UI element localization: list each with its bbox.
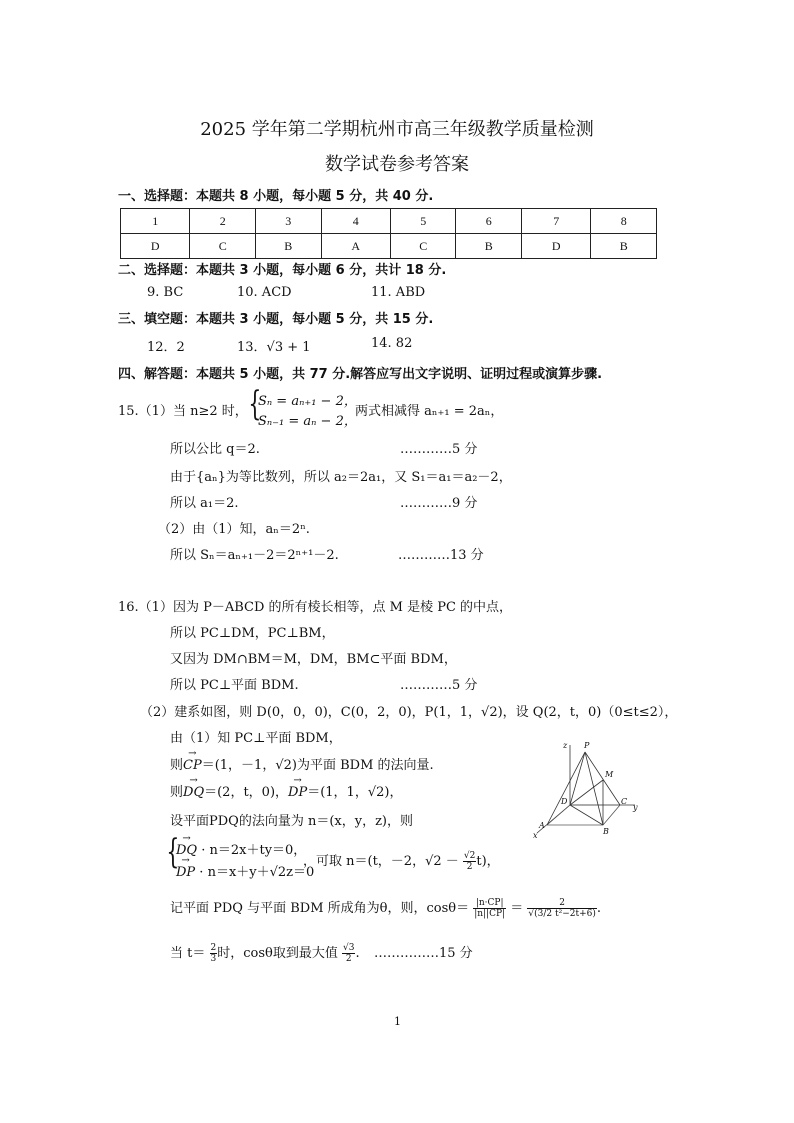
p15-system-eq-1: Sₙ = aₙ₊₁ − 2， (258, 394, 357, 409)
numerator: 2 (527, 898, 596, 909)
p15-line-3: 由于{aₙ}为等比数列，所以 a₂＝2a₁，又 S₁＝a₁＝a₂－2， (170, 470, 512, 485)
p16-line-1: 16.（1）因为 P－ABCD 的所有棱长相等，点 M 是棱 PC 的中点， (118, 600, 513, 615)
fraction (473, 898, 506, 919)
text: ＝(1，－1，√2)为平面 BDM 的法向量. (201, 758, 434, 773)
p16-line-3: 又因为 DM∩BM＝M，DM，BM⊂平面 BDM， (170, 652, 457, 667)
edge-pb (585, 752, 603, 825)
figure-label: y (633, 803, 638, 812)
table-cell: B (591, 234, 657, 259)
base-square (547, 805, 620, 825)
p15-score-13: …………13 分 (398, 548, 484, 563)
p16-line-8 (170, 781, 402, 800)
section-2-heading: 二、选择题：本题共 3 小题，每小题 6 分，共计 18 分. (118, 263, 447, 278)
denominator: 3 (210, 954, 217, 964)
table-row (121, 234, 657, 259)
text: 记平面 PDQ 与平面 BDM 所成角为θ，则，cosθ＝ (170, 901, 470, 916)
edge-pa (547, 752, 585, 825)
p16-line-7 (170, 754, 434, 773)
figure-label: A (539, 821, 545, 830)
p15-system-eq-2: Sₙ₋₁ = aₙ − 2， (258, 414, 357, 429)
table-cell: B (456, 234, 522, 259)
fraction (342, 943, 355, 964)
section-3-heading: 三、填空题：本题共 3 小题，每小题 5 分，共 15 分. (118, 312, 434, 327)
text: ，可取 n＝(t，－2，√2 － (303, 854, 459, 869)
text: 时，cosθ取到最大值 (217, 946, 338, 961)
figure-label: D (561, 797, 568, 806)
p15-line-1 (118, 400, 248, 419)
figure-label: x (533, 831, 538, 840)
vector-dq: → DQ (183, 785, 204, 800)
denominator: 2 (345, 954, 352, 964)
numerator: √2 (463, 851, 476, 861)
table-cell: 3 (255, 209, 321, 234)
table-row (121, 209, 657, 234)
table-cell: D (121, 234, 190, 259)
figure-label: M (605, 770, 614, 779)
table-cell: 4 (321, 209, 390, 234)
text: ＝(2，t，0)， (204, 785, 289, 800)
text: ＝ (510, 901, 524, 916)
fraction (463, 851, 476, 872)
answer-13 (237, 336, 311, 355)
answer-14: 14. 82 (371, 336, 413, 351)
denominator: √(3/2 t²−2t+6) (528, 909, 596, 919)
p16-line-5: （2）建系如图，则 D(0，0，0)，C(0，2，0)，P(1，1，√2)，设 Q(2，t，0)（0≤t≤2）， (140, 705, 678, 720)
denominator: 2 (466, 862, 473, 872)
p15-line-6: 所以 Sₙ＝aₙ₊₁－2＝2ⁿ⁺¹－2. (170, 548, 339, 563)
figure-label: C (621, 797, 628, 806)
figure-label: z (563, 741, 568, 750)
denominator: |n||CP| (474, 909, 506, 919)
table-cell: C (190, 234, 256, 259)
text: ＝(1，1，√2)， (307, 785, 403, 800)
page-title: 2025 学年第二学期杭州市高三年级教学质量检测 (200, 119, 594, 140)
answer-12: 12．2 (147, 340, 185, 355)
p16-line-2: 所以 PC⊥DM，PC⊥BM， (170, 626, 335, 641)
table-cell: A (321, 234, 390, 259)
table-cell: 7 (522, 209, 591, 234)
p16-line-9: 设平面PDQ的法向量为 n＝(x，y，z)，则 (170, 814, 414, 829)
vector-cp: → CP (183, 758, 202, 773)
answer-table (120, 208, 657, 259)
text: . (355, 946, 360, 961)
p15-intro: 15.（1）当 n≥2 时， (118, 404, 248, 419)
p16-score-5: …………5 分 (400, 678, 478, 693)
answer-13-value: √3 + 1 (266, 340, 311, 355)
text: 当 t＝ (170, 946, 206, 961)
p16-line-11 (170, 897, 601, 919)
pyramid-figure (525, 730, 645, 840)
text: t)， (476, 854, 500, 869)
vector-dp: → DP (176, 865, 195, 880)
figure-label: B (603, 827, 609, 836)
p16-line-12 (170, 942, 360, 964)
table-cell: 5 (390, 209, 456, 234)
section-1-heading: 一、选择题：本题共 8 小题，每小题 5 分，共 40 分. (118, 189, 434, 204)
p16-score-15: ……………15 分 (374, 946, 473, 961)
section-4-heading: 四、解答题：本题共 5 小题，共 77 分.解答应写出文字说明、证明过程或演算步骤. (118, 367, 603, 382)
text: · n＝x＋y＋√2z＝0 (195, 865, 315, 880)
p15-subtract: 两式相减得 aₙ₊₁ = 2aₙ， (355, 404, 504, 419)
figure-label: P (584, 741, 590, 750)
p16-normal-vector (303, 850, 500, 872)
numerator: √3 (342, 943, 355, 953)
brace-icon: { (166, 832, 180, 872)
segment-dm (570, 780, 603, 805)
p16-line-4: 所以 PC⊥平面 BDM. (170, 678, 299, 693)
p15-line-5: （2）由（1）知，aₙ＝2ⁿ. (158, 522, 310, 537)
answer-10: 10. ACD (237, 285, 292, 300)
p16-system-eq-2 (176, 861, 314, 880)
text: 则 (170, 785, 184, 800)
table-cell: D (522, 234, 591, 259)
answer-13-label: 13． (237, 340, 267, 355)
page-subtitle: 数学试卷参考答案 (325, 154, 469, 175)
p16-line-6: 由（1）知 PC⊥平面 BDM， (170, 731, 342, 746)
table-cell: B (255, 234, 321, 259)
numerator: 2 (210, 943, 217, 953)
vector-dq: → DQ (176, 843, 197, 858)
p16-system-eq-1 (176, 839, 306, 858)
table-cell: 6 (456, 209, 522, 234)
vector-dp: → DP (288, 785, 307, 800)
p15-line-4: 所以 a₁＝2. (170, 496, 239, 511)
numerator: |n·CP| (473, 898, 506, 909)
text: · n＝2x＋ty＝0， (197, 843, 307, 858)
answer-11: 11. ABD (371, 285, 426, 300)
segment-db (570, 805, 603, 825)
answer-9: 9. BC (147, 285, 184, 300)
text: 则 (170, 758, 184, 773)
page-number: 1 (394, 1015, 401, 1028)
text: . (596, 901, 602, 916)
p15-line-2: 所以公比 q＝2. (170, 442, 260, 457)
table-cell: 8 (591, 209, 657, 234)
table-cell: C (390, 234, 456, 259)
edge-pc (585, 752, 620, 805)
table-cell: 2 (190, 209, 256, 234)
brace-icon: { (248, 384, 262, 424)
p15-score-5: …………5 分 (400, 442, 478, 457)
table-cell: 1 (121, 209, 190, 234)
fraction (527, 898, 596, 919)
edge-pd (570, 752, 585, 805)
p15-score-9: …………9 分 (400, 496, 478, 511)
